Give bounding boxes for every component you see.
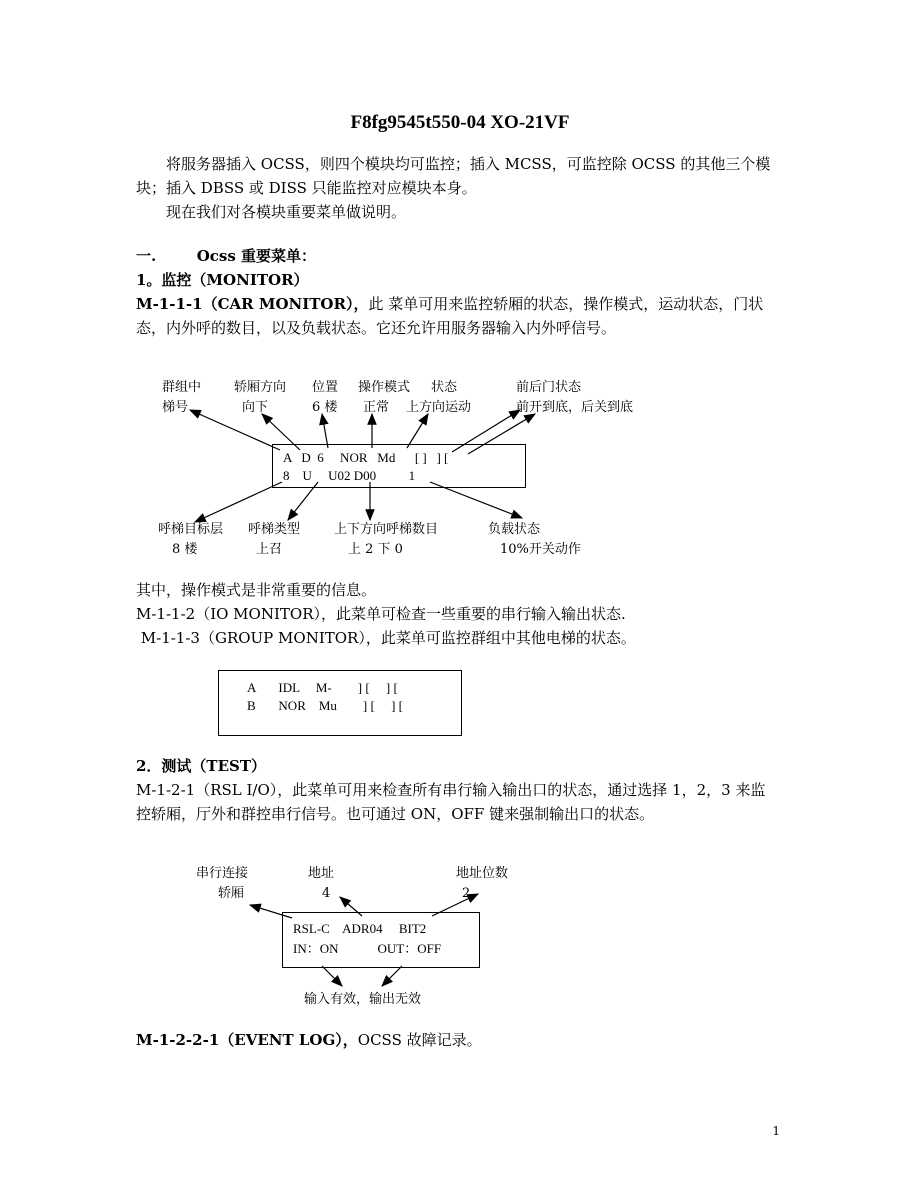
section1-title: Ocss 重要菜单：: [196, 247, 317, 265]
m113-paragraph: M-1-1-3（GROUP MONITOR），此菜单可监控群组中其他电梯的状态。: [136, 629, 636, 647]
arrow-input-valid: [322, 966, 342, 986]
section1-number: 一.: [136, 247, 157, 265]
label-door-status: 前后门状态 前开到底，后关到底: [516, 380, 634, 415]
document-title: F8fg9545t550-04 XO-21VF: [350, 112, 570, 133]
m121-paragraph: M-1-2-1（RSL I/O），此菜单可用来检查所有串行输入输出口的状态，通过选择 1，2，3 来监控轿厢，厅外和群控串行信号。也可通过 ON，OFF 键来强制输出口的状态。: [136, 781, 766, 823]
rsl-screen-line-2: IN：ON OUT：OFF: [293, 941, 442, 956]
label-car-number: 群组中 梯号: [162, 380, 202, 415]
note-operation-mode: 其中，操作模式是非常重要的信息。: [136, 581, 377, 599]
group-screen-line-2: B NOR Mu ] [ ] [: [247, 698, 403, 713]
intro-paragraph-2: 现在我们对各模块重要菜单做说明。: [166, 203, 407, 221]
test-subheading: 2．测试（TEST）: [136, 757, 267, 775]
event-log-paragraph: [136, 1028, 776, 1052]
label-serial-link: 串行连接 轿厢: [196, 866, 249, 901]
label-io-result: 输入有效，输出无效: [304, 992, 422, 1007]
label-call-type: 呼梯类型 上召: [248, 522, 301, 557]
label-address-bits: 地址位数 2: [456, 866, 509, 901]
label-load-status: 负载状态 10%开关动作: [488, 522, 581, 557]
label-car-direction: 轿厢方向 向下: [234, 380, 287, 415]
car-monitor-screen: [272, 444, 526, 488]
label-status: 状态 上方向运动: [406, 380, 472, 415]
m112-paragraph: M-1-1-2（IO MONITOR），此菜单可检查一些重要的串行输入输出状态.: [136, 605, 626, 623]
arrow-output-invalid: [382, 966, 402, 986]
car-screen-line-2: 8 U U02 D00 1: [283, 468, 416, 483]
car-screen-line-1: A D 6 NOR Md [ ] ] [: [283, 450, 449, 465]
arrow-status: [407, 414, 428, 448]
rsl-screen-line-1: RSL-C ADR04 BIT2: [293, 921, 427, 936]
label-position: 位置 6 楼: [312, 380, 339, 415]
event-log-description: OCSS 故障记录。: [357, 1031, 482, 1049]
m111-description: 此 菜单可用来监控轿厢的状态，操作模式，运动状态，门状态，内外呼的数目，以及负载状态。它还允许用服务器输入内外呼信号。: [136, 295, 764, 337]
group-monitor-screen: [218, 670, 462, 736]
label-operation-mode: 操作模式 正常: [358, 380, 411, 415]
arrow-position: [322, 414, 328, 448]
intro-paragraph-1: 将服务器插入 OCSS，则四个模块均可监控；插入 MCSS，可监控除 OCSS 的其他三个模块；插入 DBSS 或 DISS 只能监控对应模块本身。: [136, 155, 771, 197]
event-log-code: M-1-2-2-1（EVENT LOG），: [136, 1031, 358, 1049]
m111-code: M-1-1-1（CAR MONITOR），: [136, 295, 369, 313]
label-address: 地址 4: [308, 866, 335, 901]
monitor-subheading: 1。监控（MONITOR）: [136, 271, 309, 289]
label-call-count: 上下方向呼梯数目 上 2 下 0: [334, 522, 439, 557]
arrow-call-floor: [195, 482, 282, 522]
rsl-screen: [282, 912, 480, 968]
label-call-floor: 呼梯目标层 8 楼: [158, 522, 224, 557]
page-number: 1: [772, 1124, 780, 1138]
group-screen-line-1: A IDL M- ] [ ] [: [247, 680, 398, 695]
